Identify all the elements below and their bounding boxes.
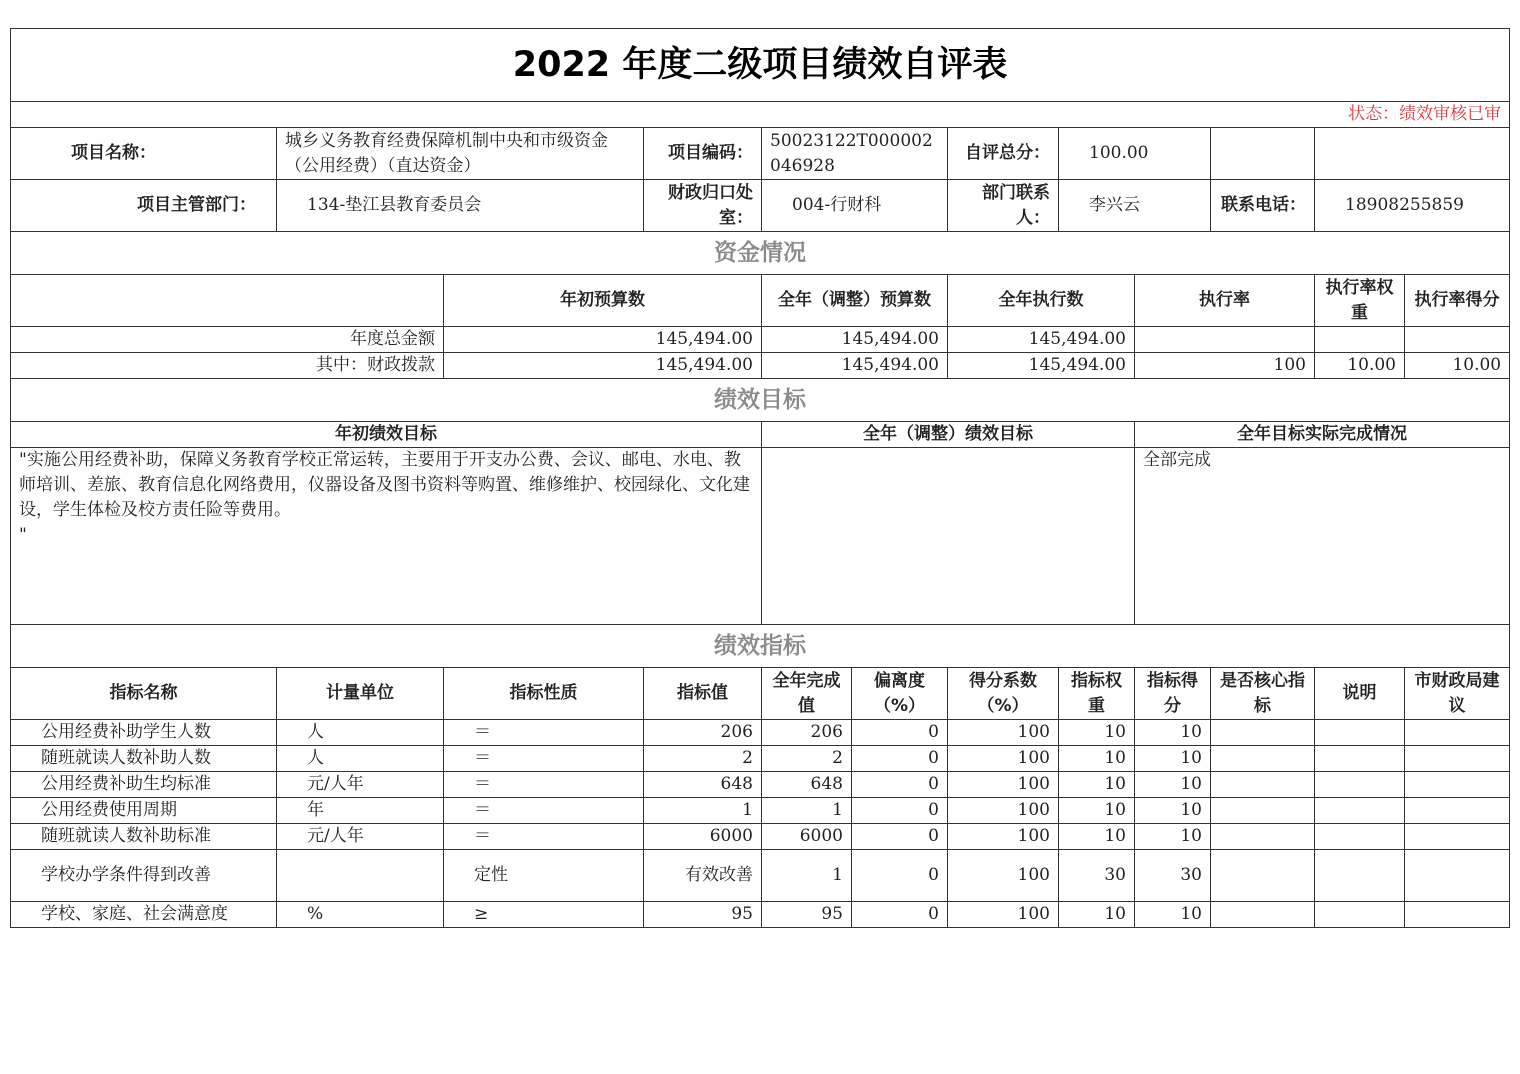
indicator-nature: ≥ [444, 902, 644, 928]
funds-header-rate: 执行率 [1135, 275, 1315, 327]
indicator-row [11, 746, 1510, 772]
funds-rate: 100 [1135, 353, 1315, 379]
funds-row-label: 年度总金额 [11, 327, 444, 353]
indicator-deviation: 0 [852, 850, 948, 902]
goals-content-row [11, 448, 1510, 625]
indicator-weight: 10 [1059, 824, 1135, 850]
indicator-advice [1405, 746, 1510, 772]
indicator-nature: ＝ [444, 772, 644, 798]
indicator-coefficient: 100 [948, 824, 1059, 850]
indicator-name: 学校办学条件得到改善 [11, 850, 277, 902]
indicator-name: 公用经费补助学生人数 [11, 720, 277, 746]
indicator-deviation: 0 [852, 798, 948, 824]
indicator-unit: 元/人年 [277, 824, 444, 850]
indicator-target: 95 [644, 902, 762, 928]
goals-initial-text [11, 448, 762, 625]
indicator-actual: 6000 [762, 824, 852, 850]
indicator-header: 得分系数（%） [948, 668, 1059, 720]
phone-value: 18908255859 [1315, 180, 1510, 232]
goals-header-initial: 年初绩效目标 [11, 422, 762, 448]
funds-header-executed: 全年执行数 [948, 275, 1135, 327]
contact-value: 李兴云 [1059, 180, 1211, 232]
indicator-note [1315, 902, 1405, 928]
indicator-unit: 年 [277, 798, 444, 824]
indicator-note [1315, 746, 1405, 772]
indicator-nature: ＝ [444, 746, 644, 772]
indicator-note [1315, 720, 1405, 746]
indicator-coefficient: 100 [948, 798, 1059, 824]
indicator-nature: ＝ [444, 720, 644, 746]
empty-cell [11, 275, 444, 327]
indicator-core [1211, 902, 1315, 928]
indicator-actual: 2 [762, 746, 852, 772]
indicator-row [11, 772, 1510, 798]
funds-header-weight: 执行率权重 [1315, 275, 1405, 327]
funds-executed: 145,494.00 [948, 327, 1135, 353]
project-code-label: 项目编码： [644, 128, 762, 180]
indicator-core [1211, 850, 1315, 902]
indicator-core [1211, 798, 1315, 824]
funds-adjusted: 145,494.00 [762, 327, 948, 353]
indicator-header: 偏离度（%） [852, 668, 948, 720]
indicator-header: 指标性质 [444, 668, 644, 720]
indicator-note [1315, 798, 1405, 824]
indicator-target: 2 [644, 746, 762, 772]
goals-header-adjusted: 全年（调整）绩效目标 [762, 422, 1135, 448]
indicator-header: 指标得分 [1135, 668, 1211, 720]
indicator-weight: 10 [1059, 902, 1135, 928]
funds-header-row [11, 275, 1510, 327]
indicator-target: 1 [644, 798, 762, 824]
indicator-actual: 1 [762, 798, 852, 824]
finance-value: 004-行财科 [762, 180, 948, 232]
indicator-deviation: 0 [852, 720, 948, 746]
status-text: 状态：绩效审核已审 [11, 102, 1510, 128]
empty-cell [1211, 128, 1315, 180]
indicator-row [11, 850, 1510, 902]
phone-label: 联系电话： [1211, 180, 1315, 232]
indicator-weight: 10 [1059, 798, 1135, 824]
indicator-target: 6000 [644, 824, 762, 850]
indicator-row [11, 720, 1510, 746]
funds-weight [1315, 327, 1405, 353]
funds-header-score: 执行率得分 [1405, 275, 1510, 327]
indicator-core [1211, 824, 1315, 850]
indicator-header: 计量单位 [277, 668, 444, 720]
funds-section-title: 资金情况 [11, 232, 1510, 275]
indicator-header: 指标名称 [11, 668, 277, 720]
funds-row [11, 353, 1510, 379]
indicator-actual: 206 [762, 720, 852, 746]
indicator-advice [1405, 850, 1510, 902]
indicator-deviation: 0 [852, 746, 948, 772]
project-name-label: 项目名称： [11, 128, 277, 180]
indicator-core [1211, 746, 1315, 772]
goals-initial-line: " [19, 525, 27, 545]
indicator-weight: 10 [1059, 772, 1135, 798]
indicator-name: 公用经费使用周期 [11, 798, 277, 824]
indicator-coefficient: 100 [948, 772, 1059, 798]
contact-label: 部门联系人： [948, 180, 1059, 232]
indicator-advice [1405, 798, 1510, 824]
goals-actual-text: 全部完成 [1135, 448, 1510, 625]
indicators-header-row [11, 668, 1510, 720]
indicator-note [1315, 850, 1405, 902]
funds-header-adjusted: 全年（调整）预算数 [762, 275, 948, 327]
indicator-advice [1405, 720, 1510, 746]
evaluation-table [10, 28, 1510, 928]
indicator-unit: 人 [277, 746, 444, 772]
info-row-project [11, 128, 1510, 180]
funds-header-budget: 年初预算数 [444, 275, 762, 327]
indicator-coefficient: 100 [948, 746, 1059, 772]
indicator-advice [1405, 902, 1510, 928]
indicators-section-title: 绩效指标 [11, 625, 1510, 668]
indicator-score: 10 [1135, 746, 1211, 772]
indicator-row [11, 824, 1510, 850]
goals-header-row [11, 422, 1510, 448]
indicator-coefficient: 100 [948, 850, 1059, 902]
indicator-name: 学校、家庭、社会满意度 [11, 902, 277, 928]
indicator-weight: 30 [1059, 850, 1135, 902]
indicator-actual: 95 [762, 902, 852, 928]
funds-row-label: 其中：财政拨款 [11, 353, 444, 379]
finance-label: 财政归口处室： [644, 180, 762, 232]
indicator-header: 全年完成值 [762, 668, 852, 720]
indicator-score: 10 [1135, 772, 1211, 798]
indicator-row [11, 902, 1510, 928]
indicator-weight: 10 [1059, 746, 1135, 772]
indicator-coefficient: 100 [948, 720, 1059, 746]
funds-rate [1135, 327, 1315, 353]
indicator-note [1315, 824, 1405, 850]
indicator-deviation: 0 [852, 902, 948, 928]
indicator-unit: % [277, 902, 444, 928]
indicator-actual: 1 [762, 850, 852, 902]
project-name-value: 城乡义务教育经费保障机制中央和市级资金（公用经费）（直达资金） [277, 128, 644, 180]
indicator-header: 市财政局建议 [1405, 668, 1510, 720]
dept-label: 项目主管部门： [11, 180, 277, 232]
indicator-deviation: 0 [852, 824, 948, 850]
indicator-name: 公用经费补助生均标准 [11, 772, 277, 798]
indicator-core [1211, 772, 1315, 798]
indicator-score: 10 [1135, 902, 1211, 928]
indicator-name: 随班就读人数补助人数 [11, 746, 277, 772]
indicator-target: 648 [644, 772, 762, 798]
project-code-value: 50023122T000002046928 [762, 128, 948, 180]
funds-score [1405, 327, 1510, 353]
indicator-header: 说明 [1315, 668, 1405, 720]
goals-initial-line: "实施公用经费补助，保障义务教育学校正常运转，主要用于开支办公费、会议、邮电、水电、教师培训、差旅、教育信息化网络费用，仪器设备及图书资料等购置、维修维护、校园绿化、文化建设，学生体检及校方责任险等费用。 [19, 450, 750, 520]
indicator-header: 是否核心指标 [1211, 668, 1315, 720]
funds-executed: 145,494.00 [948, 353, 1135, 379]
indicator-nature: 定性 [444, 850, 644, 902]
indicator-header: 指标权重 [1059, 668, 1135, 720]
funds-weight: 10.00 [1315, 353, 1405, 379]
indicator-actual: 648 [762, 772, 852, 798]
goals-header-actual: 全年目标实际完成情况 [1135, 422, 1510, 448]
indicator-target: 206 [644, 720, 762, 746]
indicator-weight: 10 [1059, 720, 1135, 746]
indicator-target: 有效改善 [644, 850, 762, 902]
self-score-label: 自评总分： [948, 128, 1059, 180]
indicator-core [1211, 720, 1315, 746]
indicator-row [11, 798, 1510, 824]
funds-adjusted: 145,494.00 [762, 353, 948, 379]
indicator-deviation: 0 [852, 772, 948, 798]
indicator-unit [277, 850, 444, 902]
indicator-unit: 元/人年 [277, 772, 444, 798]
indicator-nature: ＝ [444, 824, 644, 850]
indicator-score: 30 [1135, 850, 1211, 902]
evaluation-sheet [10, 28, 1509, 928]
funds-budget: 145,494.00 [444, 327, 762, 353]
indicator-header: 指标值 [644, 668, 762, 720]
funds-score: 10.00 [1405, 353, 1510, 379]
indicator-score: 10 [1135, 824, 1211, 850]
indicator-advice [1405, 772, 1510, 798]
indicator-score: 10 [1135, 720, 1211, 746]
indicator-name: 随班就读人数补助标准 [11, 824, 277, 850]
indicator-score: 10 [1135, 798, 1211, 824]
goals-adjusted-text [762, 448, 1135, 625]
indicator-note [1315, 772, 1405, 798]
page-title: 2022 年度二级项目绩效自评表 [11, 29, 1510, 102]
dept-value: 134-垫江县教育委员会 [277, 180, 644, 232]
indicator-unit: 人 [277, 720, 444, 746]
empty-cell [1315, 128, 1510, 180]
funds-budget: 145,494.00 [444, 353, 762, 379]
goals-section-title: 绩效目标 [11, 379, 1510, 422]
indicator-nature: ＝ [444, 798, 644, 824]
indicator-advice [1405, 824, 1510, 850]
indicator-coefficient: 100 [948, 902, 1059, 928]
funds-row [11, 327, 1510, 353]
self-score-value: 100.00 [1059, 128, 1211, 180]
info-row-dept [11, 180, 1510, 232]
